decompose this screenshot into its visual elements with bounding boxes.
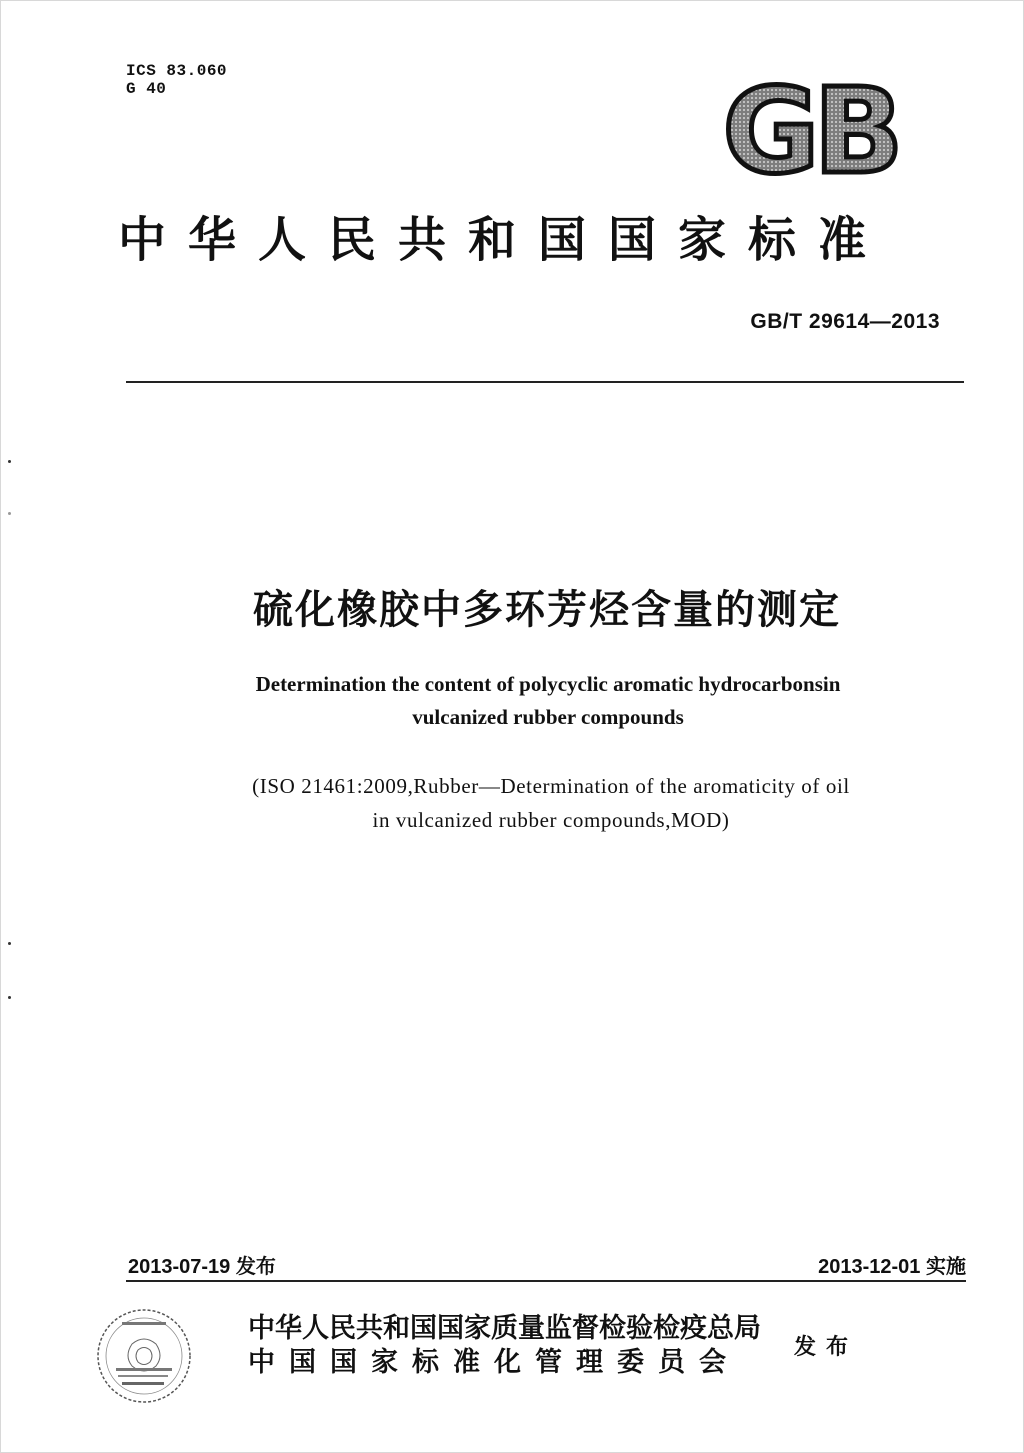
issuer-sac: 中国国家标准化管理委员会 (248, 1347, 740, 1378)
bottom-divider (126, 1280, 966, 1282)
chinese-title: 硫化橡胶中多环芳烃含量的测定 (253, 587, 841, 633)
issue-date: 2013-07-19 发布 (128, 1256, 276, 1278)
scan-mark (8, 996, 11, 999)
english-title-line1: Determination the content of polycyclic aromatic hydrocarbonsin (255, 672, 841, 696)
scan-mark (8, 512, 11, 515)
anti-counterfeit-seal-icon (92, 1304, 196, 1408)
iso-reference-line1: (ISO 21461:2009,Rubber—Determination of the aromaticity of oil (252, 774, 850, 798)
issuing-authorities (248, 1312, 761, 1380)
english-title-line2: vulcanized rubber compounds (412, 705, 684, 729)
top-divider (126, 381, 964, 383)
scan-mark (8, 942, 11, 945)
iso-reference (132, 769, 970, 837)
implementation-date: 2013-12-01 实施 (818, 1256, 966, 1278)
gb-logo-text: GB (722, 72, 898, 182)
gb-logo (706, 72, 914, 182)
national-standard-title: 中华人民共和国国家标准 (118, 212, 889, 268)
standard-number: GB/T 29614—2013 (750, 310, 940, 333)
ics-code: ICS 83.060 (126, 62, 228, 80)
ccs-code: G 40 (126, 80, 167, 98)
publish-label: 发布 (794, 1335, 859, 1360)
english-title (132, 668, 964, 734)
iso-reference-line2: in vulcanized rubber compounds,MOD) (372, 808, 730, 832)
issuer-aqsiq: 中华人民共和国国家质量监督检验检疫总局 (248, 1313, 761, 1344)
scan-mark (8, 460, 11, 463)
